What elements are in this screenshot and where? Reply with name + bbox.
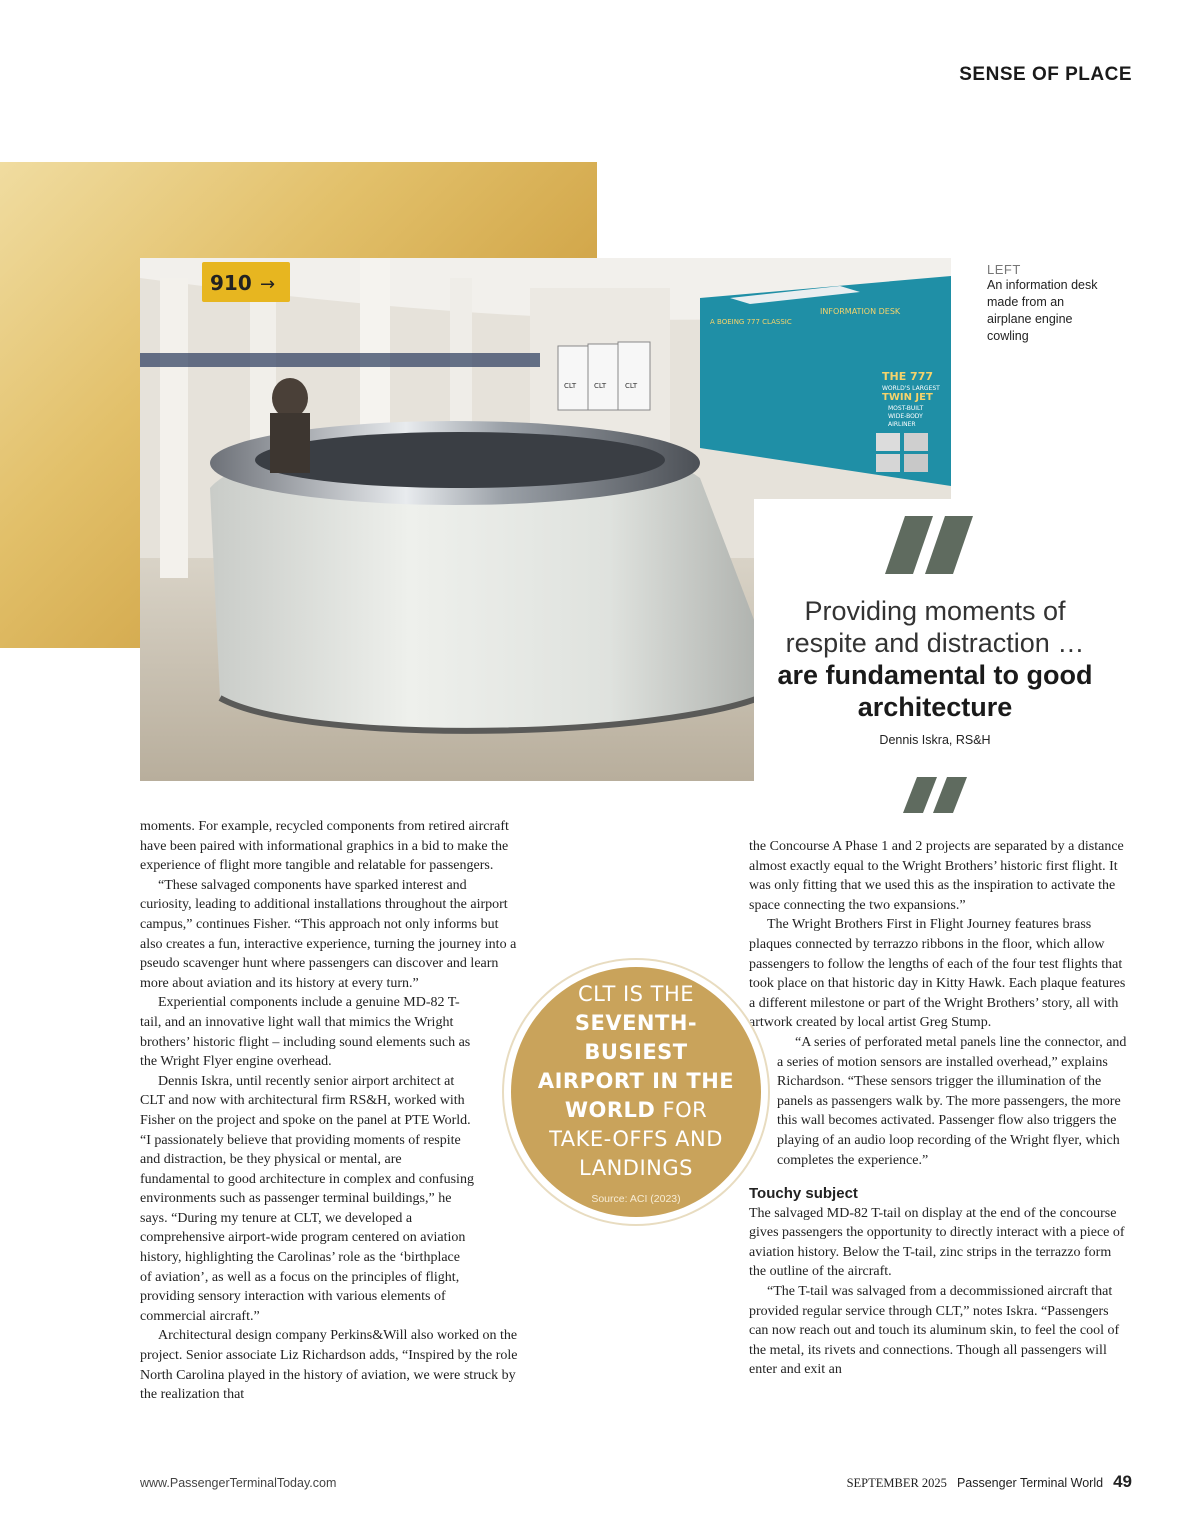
- gate-sign: 910: [210, 271, 252, 295]
- photo-caption: [987, 262, 1107, 345]
- body-paragraph: The Wright Brothers First in Flight Journey features brass plaques connected by terrazzo ribbons in the floor, which allow passengers to follow the lengths of each of the four test flights that took place on that historic day in Kitty Hawk. Each plaque features a different milestone or part of the Wright Brothers’ story, all with artwork created by local artist Greg Stump.: [749, 917, 1126, 1031]
- svg-text:CLT: CLT: [594, 382, 607, 390]
- body-paragraph: Architectural design company Perkins&Will also worked on the project. Senior associate Liz Richardson adds, “Inspired by the role North Carolina played in the history of aviation, we were struck by the realization that: [140, 1328, 518, 1403]
- pull-quote-bold: are fundamental to good architecture: [777, 660, 1093, 722]
- svg-text:THE 777: THE 777: [882, 370, 934, 383]
- footer-url[interactable]: www.PassengerTerminalToday.com: [140, 1476, 337, 1490]
- svg-text:TWIN JET: TWIN JET: [882, 392, 933, 403]
- body-paragraph: The salvaged MD-82 T-tail on display at the end of the concourse gives passengers the opportunity to directly interact with a piece of aviation history. Below the T-tail, zinc strips in the terrazzo form the outline of the aircraft.: [749, 1205, 1125, 1280]
- stat-source: Source: ACI (2023): [591, 1192, 681, 1205]
- body-paragraph: “These salvaged components have sparked interest and curiosity, leading to additional installations throughout the airport campus,” continues Fisher. “This approach not only informs but also creates a fun, interactive experience, turning the journey into a pseudo scavenger hunt where passengers can discover and learn more about aviation and its history at every turn.”: [140, 877, 517, 991]
- footer-publication: Passenger Terminal World: [956, 1476, 1104, 1490]
- svg-text:AIRLINER: AIRLINER: [888, 421, 916, 428]
- pull-quote: [770, 595, 1100, 723]
- page-number: 49: [1113, 1472, 1132, 1491]
- body-paragraph: moments. For example, recycled components from retired aircraft have been paired with informational graphics in a bid to make the experience of flight more tangible and relatable for passengers.: [140, 819, 509, 874]
- caption-label: LEFT: [987, 262, 1021, 277]
- body-paragraph: “A series of perforated metal panels line the connector, and a series of motion sensors are installed overhead,” explains Richardson. “These sensors trigger the illumination of the panels as passengers walk by. The more passengers, the more this wall becomes activated. Passenger flow also triggers the playing of an audio loop recording of the Wright flyer, which completes the experience.”: [777, 1034, 1127, 1168]
- section-title: SENSE OF PLACE: [959, 64, 1132, 85]
- footer-date: SEPTEMBER 2025: [846, 1476, 947, 1490]
- quote-attribution: Dennis Iskra, RS&H: [879, 733, 991, 747]
- stat-text: CLT IS THE SEVENTH-BUSIEST AIRPORT IN THE WORLD FOR TAKE-OFFS AND LANDINGS: [537, 981, 735, 1180]
- article-right-column: [749, 837, 1129, 1380]
- footer-right: [847, 1472, 1132, 1492]
- subheading: Touchy subject: [749, 1185, 858, 1203]
- caption-text: An information desk made from an airplane engine cowling: [987, 278, 1098, 343]
- svg-text:WORLD'S LARGEST: WORLD'S LARGEST: [882, 385, 940, 392]
- arrow-right-icon: →: [260, 274, 276, 295]
- close-quote-icon: [903, 777, 973, 813]
- article-left-column: [140, 817, 520, 1405]
- svg-text:A BOEING 777 CLASSIC: A BOEING 777 CLASSIC: [710, 318, 792, 326]
- info-screens: [558, 342, 650, 410]
- open-quote-icon: [885, 516, 985, 574]
- body-paragraph: the Concourse A Phase 1 and 2 projects are separated by a distance almost exactly equal to the Wright Brothers’ historic first flight. It was only fitting that we used this as the inspiration to activate the space connecting the two expansions.”: [749, 839, 1124, 913]
- stat-callout-circle: [511, 967, 761, 1217]
- body-paragraph: Dennis Iskra, until recently senior airport architect at CLT and now with architectural firm RS&H, worked with Fisher on the project and spoke on the panel at PTE World. “I passionately believe that providing moments of respite and distraction, be they physical or mental, are fundamental to good architecture in complex and confusing environments such as passenger terminal buildings,” he says. “During my tenure at CLT, we developed a comprehensive airport-wide program centered on aviation history, highlighting the Carolinas’ role as the ‘birthplace of aviation’, as well as a focus on the principles of flight, providing sensory interaction with various elements of commercial aircraft.”: [140, 1073, 474, 1324]
- svg-text:WIDE-BODY: WIDE-BODY: [888, 413, 923, 420]
- svg-text:MOST-BUILT: MOST-BUILT: [888, 405, 924, 412]
- svg-text:CLT: CLT: [564, 382, 577, 390]
- svg-text:INFORMATION DESK: INFORMATION DESK: [820, 307, 901, 316]
- body-paragraph: “The T-tail was salvaged from a decommissioned aircraft that provided regular service through CLT,” notes Iskra. “Passengers can now reach out and touch its aluminum skin, to feel the cool of the metal, its rivets and connections. Though all passengers will enter and exit an: [749, 1284, 1120, 1378]
- svg-text:CLT: CLT: [625, 382, 638, 390]
- body-paragraph: Experiential components include a genuine MD-82 T-tail, and an innovative light wall that mimics the Wright brothers’ historic flight – including sound elements such as the Wright Flyer engine overhead.: [140, 995, 471, 1070]
- pull-quote-light: Providing moments of respite and distraction …: [785, 596, 1085, 658]
